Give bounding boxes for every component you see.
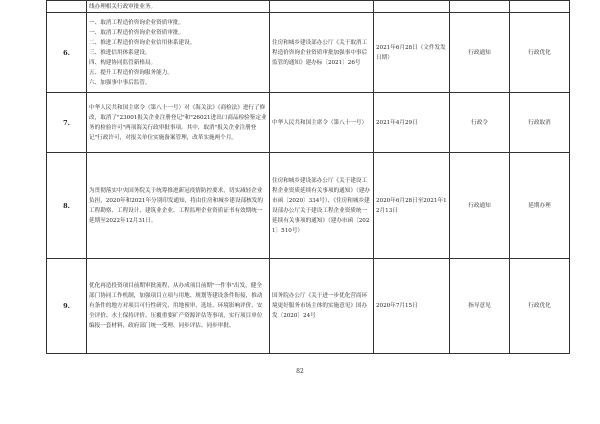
category-cell: 指导意见 xyxy=(450,259,510,354)
item-line: 三、推进信用体系建设。 xyxy=(89,49,151,56)
item-cell: 为贯彻落实中央国务院关于统筹推进新冠疫情防控要求，切实减轻企业负担，2020年和2021年分别印发通知，将由住房和城乡建设部核发的工程勘察、工程设计、建筑业企业、工程监理企业资质证书有效期统一延期至2022年12月31日。 xyxy=(87,153,270,259)
row-number: 7. xyxy=(47,93,87,153)
date-cell: 2020年7月15日 xyxy=(374,259,450,354)
category-cell: 行政通知 xyxy=(450,13,510,93)
item-line: 二、推进工程造价咨询企业信用体系建设。 xyxy=(89,39,196,46)
num-cell xyxy=(47,1,87,13)
type-cell: 延期办理 xyxy=(510,153,570,259)
row-number: 6. xyxy=(47,13,87,93)
basis-cell: 住房和城乡建设部办公厅《关于建设工程企业资质延续有关事项的通知》（建办市函〔2020〕334号）、《住房和城乡建设部办公厅关于建设工程企业资质统一延续有关事项的通知》（建办市函〔2021〕510号） xyxy=(270,153,374,259)
category-cell: 行政通知 xyxy=(450,153,510,259)
basis-cell: 中华人民共和国主席令（第八十一号） xyxy=(270,93,374,153)
type-cell: 行政取消 xyxy=(510,93,570,153)
item-line: 六、加强事中事后监管。 xyxy=(89,79,151,86)
table-row xyxy=(47,153,570,259)
page-number: 82 xyxy=(296,368,304,375)
row-number: 9. xyxy=(47,259,87,354)
item-cell: 中华人民共和国主席令（第八十一号）对《海关法》《商检法》进行了修改，取消了"23001报关企业注册登记"和"26021进出口商品检验鉴定业务的检验许可"两项海关行政审批事项。其中，取消"报关企业注册登记"行政许可，对报关单位实施备案管理，改革实施两个月。 xyxy=(87,93,270,153)
item-cell xyxy=(87,1,270,13)
table-row xyxy=(47,259,570,354)
item-line: 五、提升工程造价咨询服务能力。 xyxy=(89,69,173,76)
table-row xyxy=(47,93,570,153)
date-cell xyxy=(374,1,450,13)
item-line: 一、取消工程造价咨询企业资质审批。 xyxy=(89,29,185,36)
item-cell: 优化再造投资项目前期审批流程，从办成项目前期"一件事"出发，健全部门协同工作机制，加强项目立项与用地、规划等建设条件衔接，推动有条件的地方对项目可行性研究、用地预审、选址、环境影响评价、安全评价、水土保持评价、压覆重要矿产资源评估等事项，实行项目单位编报一套材料，政府部门统一受理、同步评估、同步审批、 xyxy=(87,259,270,354)
item-cell xyxy=(87,13,270,93)
type-cell xyxy=(510,1,570,13)
basis-cell xyxy=(270,1,374,13)
date-cell: 2021年4月29日 xyxy=(374,93,450,153)
basis-cell: 国务院办公厅《关于进一步优化营商环境更好服务市场主体的实施意见》国办发〔2020〕24号 xyxy=(270,259,374,354)
category-cell: 行政令 xyxy=(450,93,510,153)
type-cell: 行政优化 xyxy=(510,259,570,354)
table-row xyxy=(47,13,570,93)
regulation-table xyxy=(46,0,570,354)
basis-cell: 住房和城乡建设部办公厅《关于取消工程造价咨询企业资质审批加强事中事后监管的通知》建办标〔2021〕26号 xyxy=(270,13,374,93)
date-cell: 2020年6月28日至2021年12月13日 xyxy=(374,153,450,259)
category-cell xyxy=(450,1,510,13)
type-cell: 行政优化 xyxy=(510,13,570,93)
item-line: 一、取消工程造价咨询企业资质审批。 xyxy=(89,19,185,26)
carryover-text: 线办理相关行政审批业务。 xyxy=(89,3,157,10)
table-row-carryover xyxy=(47,1,570,13)
date-cell: 2021年6月28日（文件发发日期） xyxy=(374,13,450,93)
item-line: 四、构建协同监管新格局。 xyxy=(89,59,157,66)
row-number: 8. xyxy=(47,153,87,259)
